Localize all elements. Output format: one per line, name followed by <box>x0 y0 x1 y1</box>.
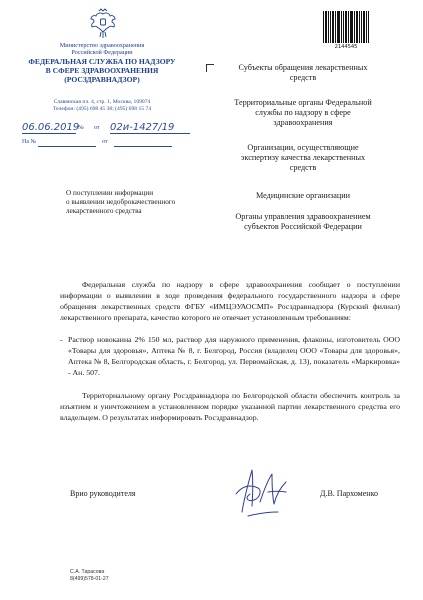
letter-subject <box>66 189 226 216</box>
registration-number-sign: № <box>78 125 84 131</box>
recipient-2: Территориальные органы Федеральной службы по надзору в сфере здравоохранения <box>234 98 372 128</box>
barcode-icon <box>322 10 370 48</box>
recipient-1: Субъекты обращения лекарственных средств <box>238 63 368 83</box>
reference-date-underline <box>114 146 172 147</box>
body-paragraph-2: Территориальному органу Росздравнадзора по Белгородской области обеспечить контроль за изъятием и уничтожением в установленном порядке указанной партии лекарственного средства его владельцем. О результатах информировать Росздравнадзор. <box>60 391 400 423</box>
registration-date: 06.06.2019 <box>22 122 80 133</box>
date-underline <box>22 133 76 134</box>
signatory-position: Врио руководителя <box>70 489 136 498</box>
service-line-1: ФЕДЕРАЛЬНАЯ СЛУЖБА ПО НАДЗОРУ <box>28 57 176 67</box>
registration-from-label: от <box>94 125 100 131</box>
recipient-4: Медицинские организации <box>255 191 351 200</box>
reference-from-label: от <box>102 139 108 145</box>
subject-line-2: о выявлении недоброкачественного <box>66 198 176 206</box>
ministry-line-1: Министерство здравоохранения <box>59 42 145 49</box>
number-underline <box>110 133 190 134</box>
bullet-marker: - <box>60 335 63 344</box>
executor-phone: 8(499)578-01-27 <box>70 575 109 582</box>
bullet-text: Раствор новокаина 2% 150 мл, раствор для наружного применения, флаконы, изготовитель ООО «Товары для здоровья», Аптека № 8, г. Белгород, Россия (владелец ООО «Товары для здоровья», Аптека № 8, Белгородская область, г. Белгород, ул. Первомайская, д. 13), показатель «Маркировка» - Ан. 507. <box>68 335 400 378</box>
reference-line <box>22 139 192 149</box>
address-line-2: Телефон: (495) 698 45 38; (495) 698 15 74 <box>52 105 152 112</box>
reference-number-label: На № <box>22 139 37 145</box>
executor-name: С.А. Тарасова <box>70 569 105 575</box>
address <box>22 99 182 113</box>
address-corner-mark <box>206 64 214 72</box>
signatory-name: Д.В. Пархоменко <box>320 489 379 498</box>
subject-line-1: О поступлении информации <box>66 189 154 197</box>
service-line-2: В СФЕРЕ ЗДРАВООХРАНЕНИЯ <box>45 66 159 75</box>
reference-number-underline <box>38 146 96 147</box>
service-line-3: (РОСЗДРАВНАДЗОР) <box>64 74 140 84</box>
emblem-icon <box>88 8 118 40</box>
letterhead <box>22 42 182 84</box>
service-name <box>22 58 182 84</box>
registration-line <box>22 122 192 134</box>
recipient-5: Органы управления здравоохранением субъектов Российской Федерации <box>235 212 371 232</box>
body-paragraph-1: Федеральная служба по надзору в сфере здравоохранения сообщает о поступлении информации о выявлении в ходе проведения федерального государственного надзора в сфере обращения лекарственных средств ФГБУ «ИМЦЭУАОСМП» Росздравнадзора (Курский филиал) лекарственного препарата, качество которого не отвечает установленным требованиям: <box>60 280 400 323</box>
barcode-number: 2144545 <box>334 44 358 50</box>
body-bullet <box>60 334 400 378</box>
registration-number: 02и-1427/19 <box>110 122 175 133</box>
ministry-line-2: Российской Федерации <box>71 49 133 57</box>
subject-line-3: лекарственного средства <box>66 207 142 215</box>
executor-info <box>70 569 109 582</box>
recipient-3: Организации, осуществляющие экспертизу качества лекарственных средств <box>240 143 366 173</box>
address-line-1: Славянская пл. 4, стр. 1, Москва, 109074 <box>53 99 151 105</box>
handwritten-signature <box>228 462 292 520</box>
